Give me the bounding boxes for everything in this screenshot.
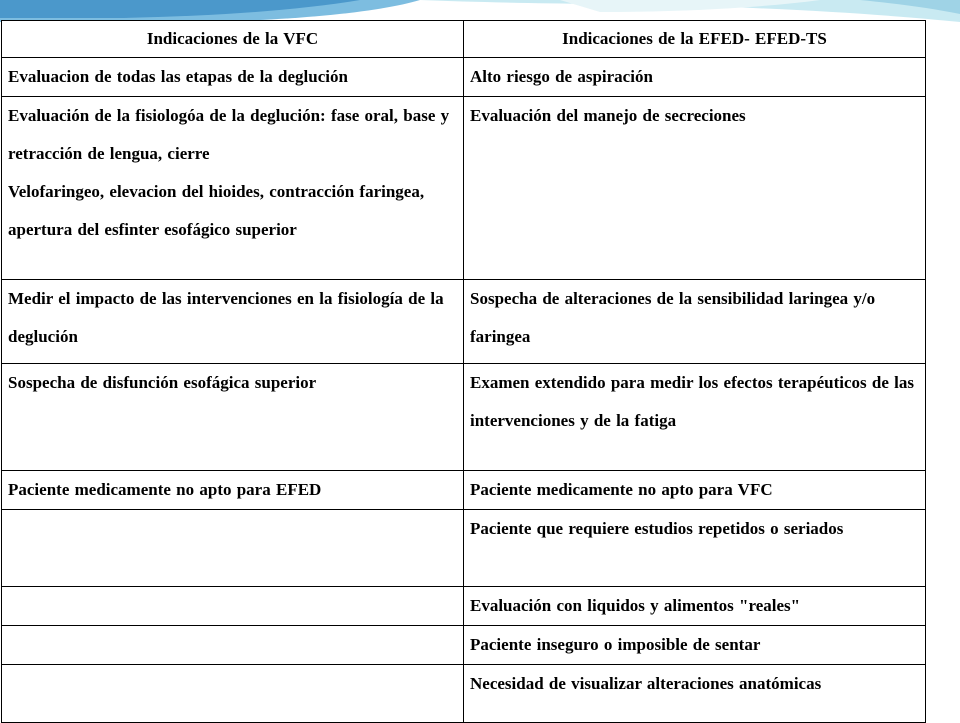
cell-efed-text: Paciente inseguro o imposible de sentar	[470, 635, 761, 654]
cell-efed-text: Examen extendido para medir los efectos terapéuticos de las intervenciones y de la fatiga	[470, 373, 914, 430]
table-row	[2, 626, 926, 665]
cell-vfc	[2, 587, 464, 626]
cell-vfc-text: Evaluacion de todas las etapas de la deglución	[8, 67, 348, 86]
cell-vfc-text: Evaluación de la fisiologóa de la deglución: fase oral, base y retracción de lengua, cierre Velofaringeo, elevacion del hioides, contracción faringea, apertura del esfinter esofágico superior	[8, 106, 450, 239]
table-row	[2, 510, 926, 587]
table-row	[2, 364, 926, 471]
cell-efed	[464, 587, 926, 626]
cell-efed	[464, 97, 926, 280]
cell-vfc	[2, 510, 464, 587]
table-row	[2, 665, 926, 723]
cell-efed-text: Paciente que requiere estudios repetidos o seriados	[470, 519, 844, 538]
cell-efed-text: Sospecha de alteraciones de la sensibilidad laringea y/o faringea	[470, 289, 876, 346]
cell-vfc	[2, 280, 464, 364]
cell-efed	[464, 58, 926, 97]
indications-table	[1, 20, 926, 723]
cell-vfc	[2, 97, 464, 280]
cell-efed-text: Evaluación del manejo de secreciones	[470, 106, 746, 125]
cell-efed	[464, 280, 926, 364]
cell-efed	[464, 471, 926, 510]
table-header-row	[2, 21, 926, 58]
cell-vfc	[2, 626, 464, 665]
cell-vfc-text: Medir el impacto de las intervenciones en la fisiología de la deglución	[8, 289, 444, 346]
cell-vfc	[2, 471, 464, 510]
cell-efed-text: Necesidad de visualizar alteraciones anatómicas	[470, 674, 822, 693]
cell-vfc	[2, 58, 464, 97]
cell-efed-text: Paciente medicamente no apto para VFC	[470, 480, 773, 499]
table-row	[2, 587, 926, 626]
cell-efed	[464, 626, 926, 665]
cell-vfc	[2, 364, 464, 471]
cell-efed	[464, 665, 926, 723]
table-row	[2, 97, 926, 280]
header-efed: Indicaciones de la EFED- EFED-TS	[464, 21, 926, 58]
header-vfc: Indicaciones de la VFC	[2, 21, 464, 58]
cell-efed-text: Alto riesgo de aspiración	[470, 67, 653, 86]
table-row	[2, 471, 926, 510]
cell-vfc-text: Paciente medicamente no apto para EFED	[8, 480, 322, 499]
table-row	[2, 280, 926, 364]
cell-efed	[464, 510, 926, 587]
table-row	[2, 58, 926, 97]
cell-vfc	[2, 665, 464, 723]
cell-efed	[464, 364, 926, 471]
cell-vfc-text: Sospecha de disfunción esofágica superior	[8, 373, 317, 392]
cell-efed-text: Evaluación con liquidos y alimentos "reales"	[470, 596, 801, 615]
